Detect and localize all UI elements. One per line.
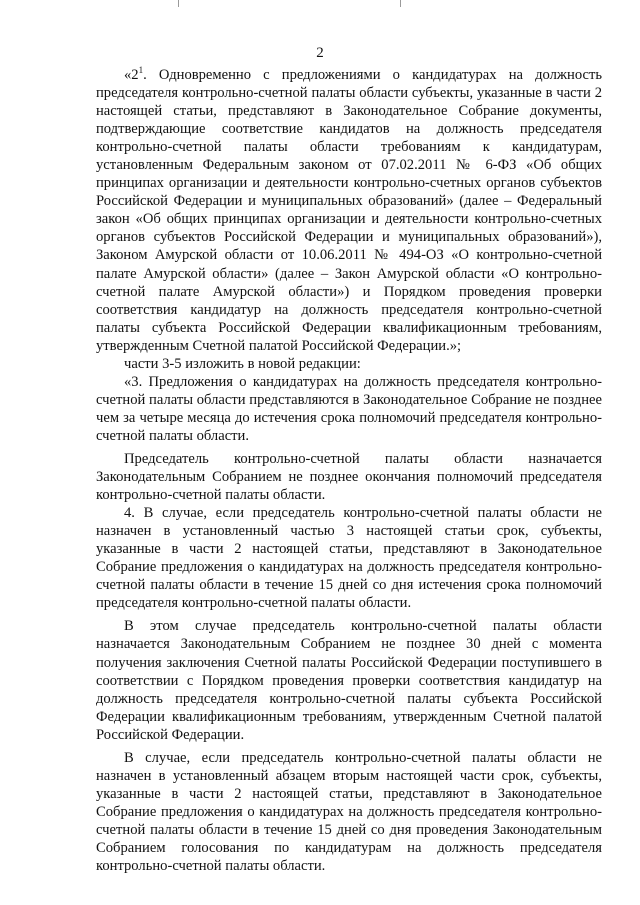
paragraph-2-1: [96, 66, 602, 355]
paragraph-amendment-intro: части 3-5 изложить в новой редакции:: [124, 355, 361, 372]
paragraph-part-4: 4. В случае, если председатель контрольно-счетной палаты области не назначен в установленный частью 3 настоящей статьи срок, субъекты, указанные в части 2 настоящей статьи, представляют в Законодательное Собрание предложения о кандидатурах на должность председателя контрольно-счетной палаты области в течение 15 дней со дня истечения срока полномочий председателя контрольно-счетной палаты области.: [96, 505, 602, 612]
paragraph-part-3-second: Председатель контрольно-счетной палаты области назначается Законодательным Собранием не позднее окончания полномочий председателя контрольно-счетной палаты области.: [96, 450, 602, 504]
paragraph-part-4-second: В этом случае председатель контрольно-счетной палаты области назначается Законодательным Собранием не позднее 30 дней с момента получения заключения Счетной палаты Российской Федерации поступившего в соответствии с Порядком проведения проверки соответствия кандидатур на должность председателя контрольно-счетной палаты субъекта Российской Федерации квалификационным требованиям, утвержденным Счетной палатой Российской Федерации.: [96, 618, 602, 743]
paragraph-text: . Одновременно с предложениями о кандидатурах на должность председателя контрольно-счетной палаты области субъекты, указанные в части 2 настоящей статьи, представляют в Законодательное Собрание документы, подтверждающие соответствие кандидатов на должность председателя контрольно-счетной палаты области требованиям к кандидатурам, установленным Федеральным законом от 07.02.2011 № 6-ФЗ «Об общих принципах организации и деятельности контрольно-счетных органов субъектов Российской Федерации и муниципальных образований» (далее – Федеральный закон «Об общих принципах организации и деятельности контрольно-счетных органов субъектов Российской Федерации и муниципальных образований»), Законом Амурской области от 10.06.2011 № 494-ОЗ «О контрольно-счетной палате Амурской области» (далее – Закон Амурской области «О контрольно-счетной палате Амурской области») и Порядком проведения проверки соответствия кандидатур на должность председателя контрольно-счетной палаты субъекта Российской Федерации квалификационным требованиям, утвержденным Счетной палатой Российской Федерации.»;: [96, 67, 602, 354]
scan-mark-right: [400, 0, 401, 7]
paragraph-part-4-third: В случае, если председатель контрольно-счетной палаты области не назначен в установленный абзацем вторым настоящей части срок, субъекты, указанные в части 2 настоящей статьи, представляют в Законодательное Собрание предложения о кандидатурах на должность председателя контрольно-счетной палаты области в течение 15 дней со дня проведения Законодательным Собранием голосования по кандидатурам на должность председателя контрольно-счетной палаты области.: [96, 749, 602, 875]
page-number: 2: [316, 45, 324, 61]
paragraph-part-3: «3. Предложения о кандидатурах на должность председателя контрольно-счетной палаты области представляются в Законодательное Собрание не позднее чем за четыре месяца до истечения срока полномочий председателя контрольно-счетной палаты области.: [96, 373, 602, 444]
document-body: [96, 66, 602, 875]
scan-mark-left: [178, 0, 179, 7]
paragraph-lead: «2: [124, 67, 139, 83]
superscript: 1: [138, 65, 144, 76]
